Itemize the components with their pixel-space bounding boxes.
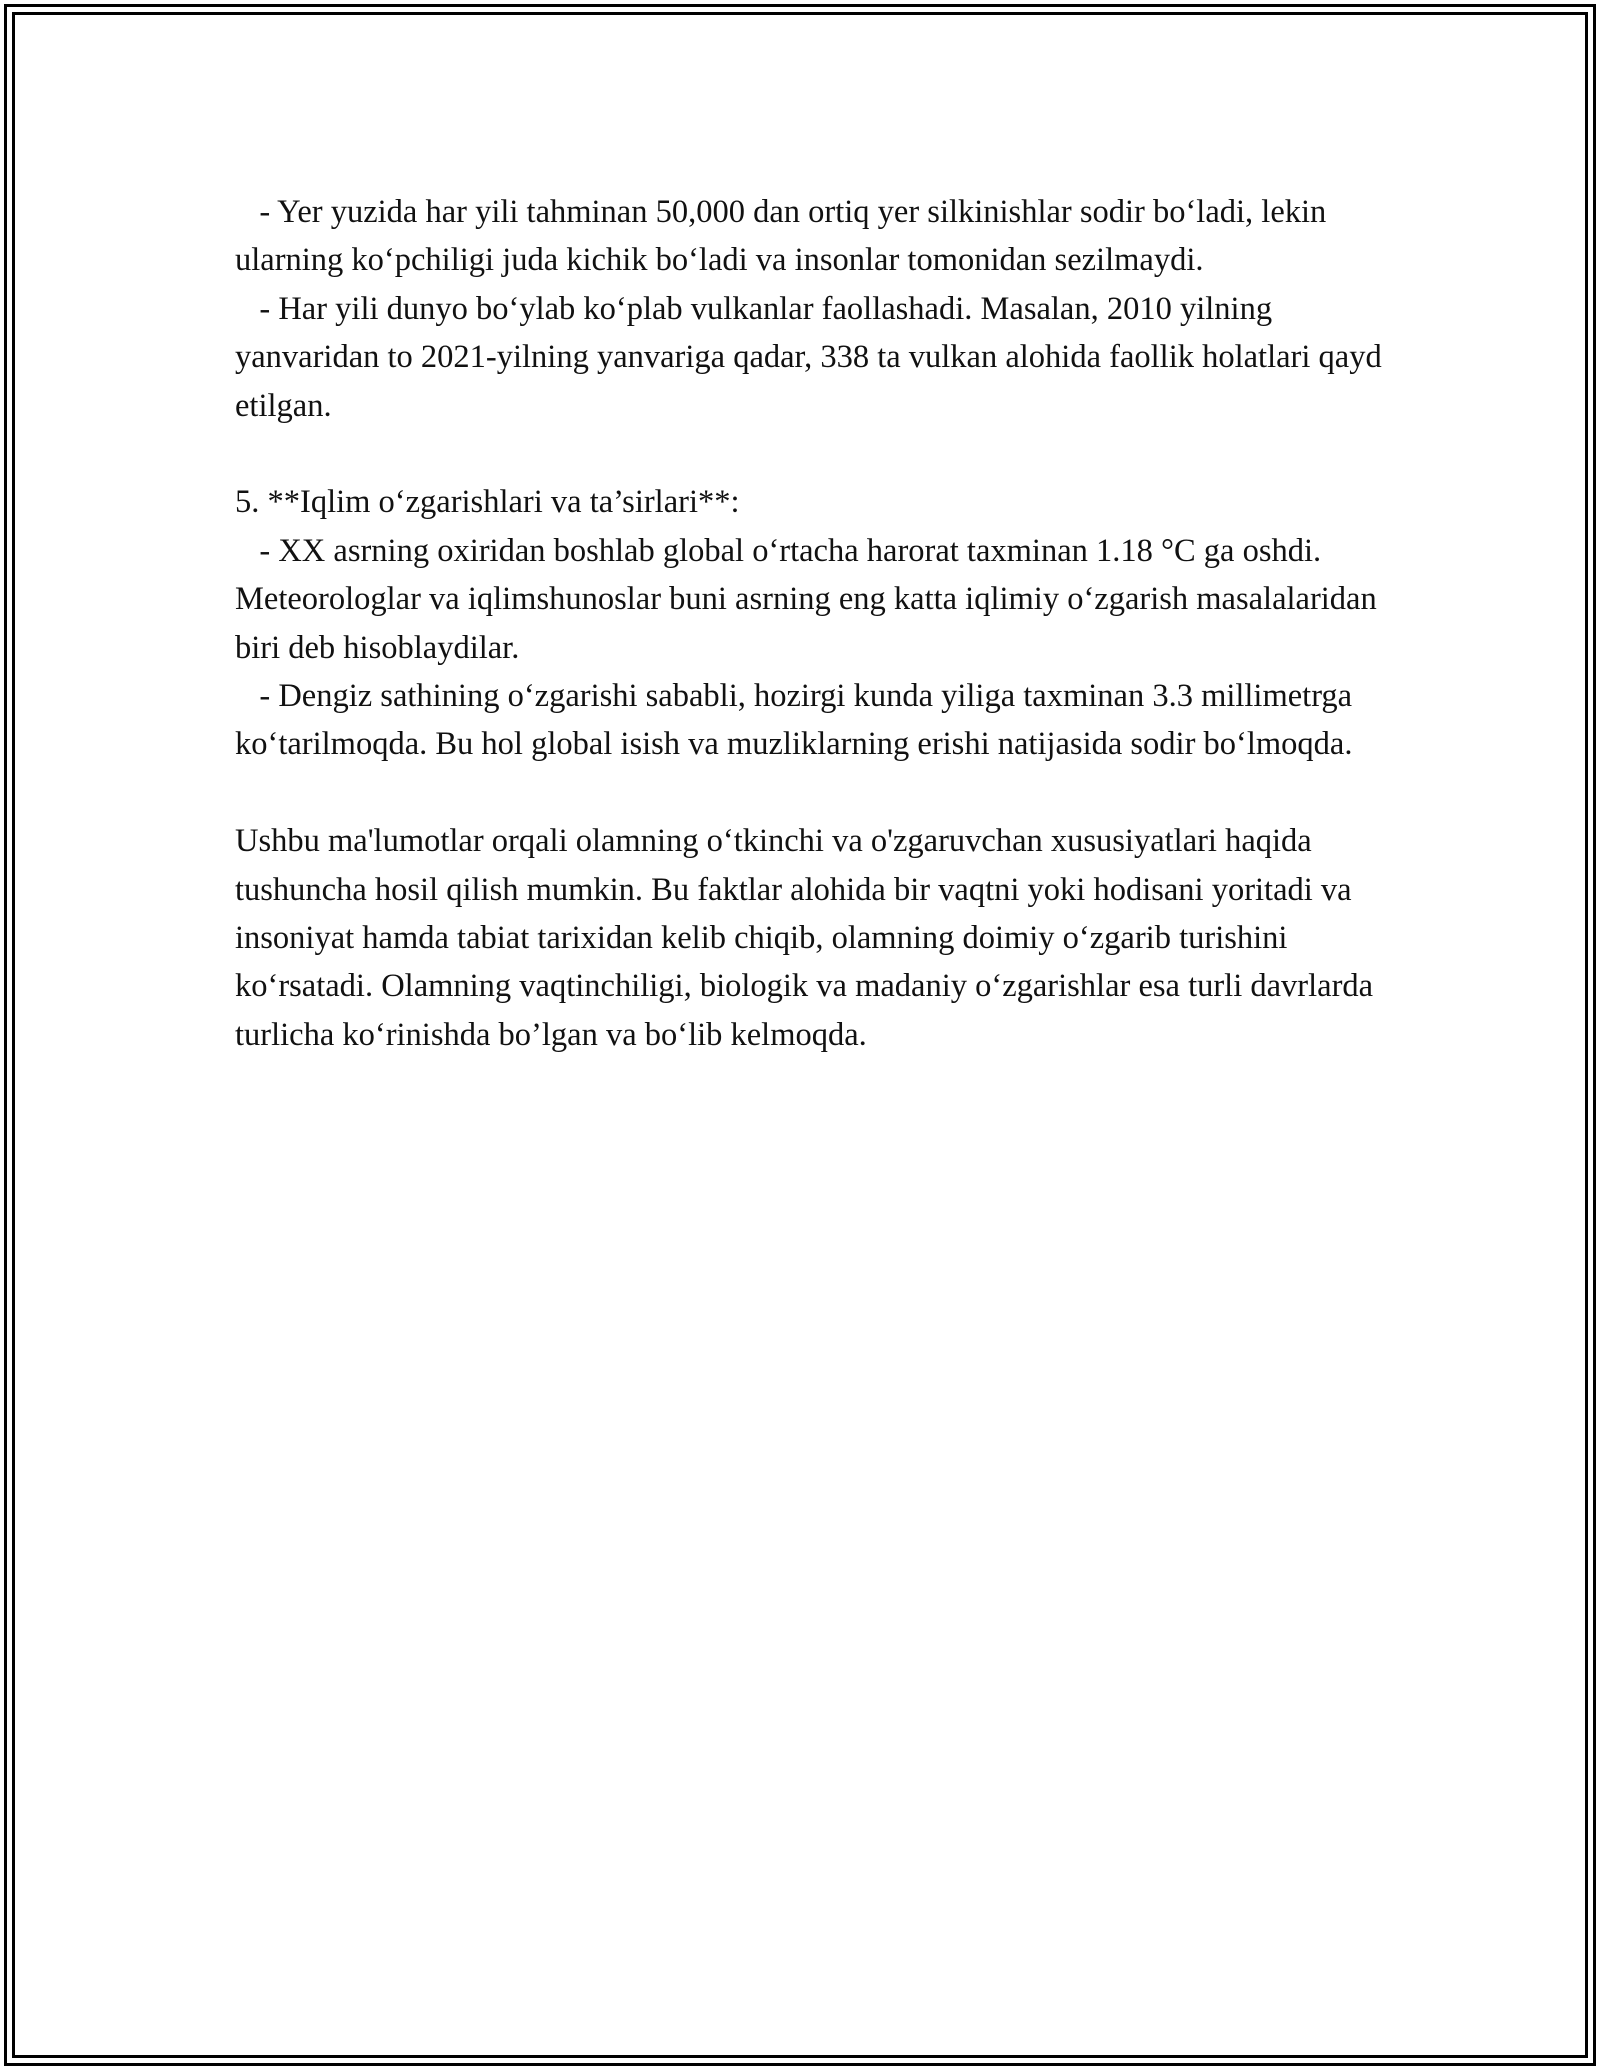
document-body <box>235 188 1390 1059</box>
bullet-temperature: - XX asrning oxiridan boshlab global o‘rtacha harorat taxminan 1.18 °C ga oshdi. Meteorologlar va iqlimshunoslar buni asrning eng katta iqlimiy o‘zgarish masalalaridan biri deb hisoblaydilar. <box>235 532 1385 666</box>
bullet-earthquakes: - Yer yuzida har yili tahminan 50,000 dan ortiq yer silkinishlar sodir bo‘ladi, lekin ularning ko‘pchiligi juda kichik bo‘ladi va insonlar tomonidan sezilmaydi. <box>235 194 1335 279</box>
conclusion-paragraph: Ushbu ma'lumotlar orqali olamning o‘tkinchi va o'zgaruvchan xususiyatlari haqida tushuncha hosil qilish mumkin. Bu faktlar alohida bir vaqtni yoki hodisani yoritadi va insoniyat hamda tabiat tarixidan kelib chiqib, olamning doimiy o‘zgarib turishini ko‘rsatadi. Olamning vaqtinchiligi, biologik va madaniy o‘zgarishlar esa turli davrlarda turlicha ko‘rinishda bo’lgan va bo‘lib kelmoqda. <box>235 823 1382 1053</box>
paragraph-spacer <box>235 769 1385 817</box>
section-heading: 5. **Iqlim o‘zgarishlari va ta’sirlari**: <box>235 484 740 521</box>
paragraph-spacer <box>235 430 1385 478</box>
bullet-sea-level: - Dengiz sathining o‘zgarishi sababli, hozirgi kunda yiliga taxminan 3.3 millimetrga ko‘tarilmoqda. Bu hol global isish va muzliklarning erishi natijasida sodir bo‘lmoqda. <box>235 678 1361 763</box>
bullet-volcanoes: - Har yili dunyo bo‘ylab ko‘plab vulkanlar faollashadi. Masalan, 2010 yilning yanvaridan to 2021-yilning yanvariga qadar, 338 ta vulkan alohida faollik holatlari qayd etilgan. <box>235 290 1390 424</box>
